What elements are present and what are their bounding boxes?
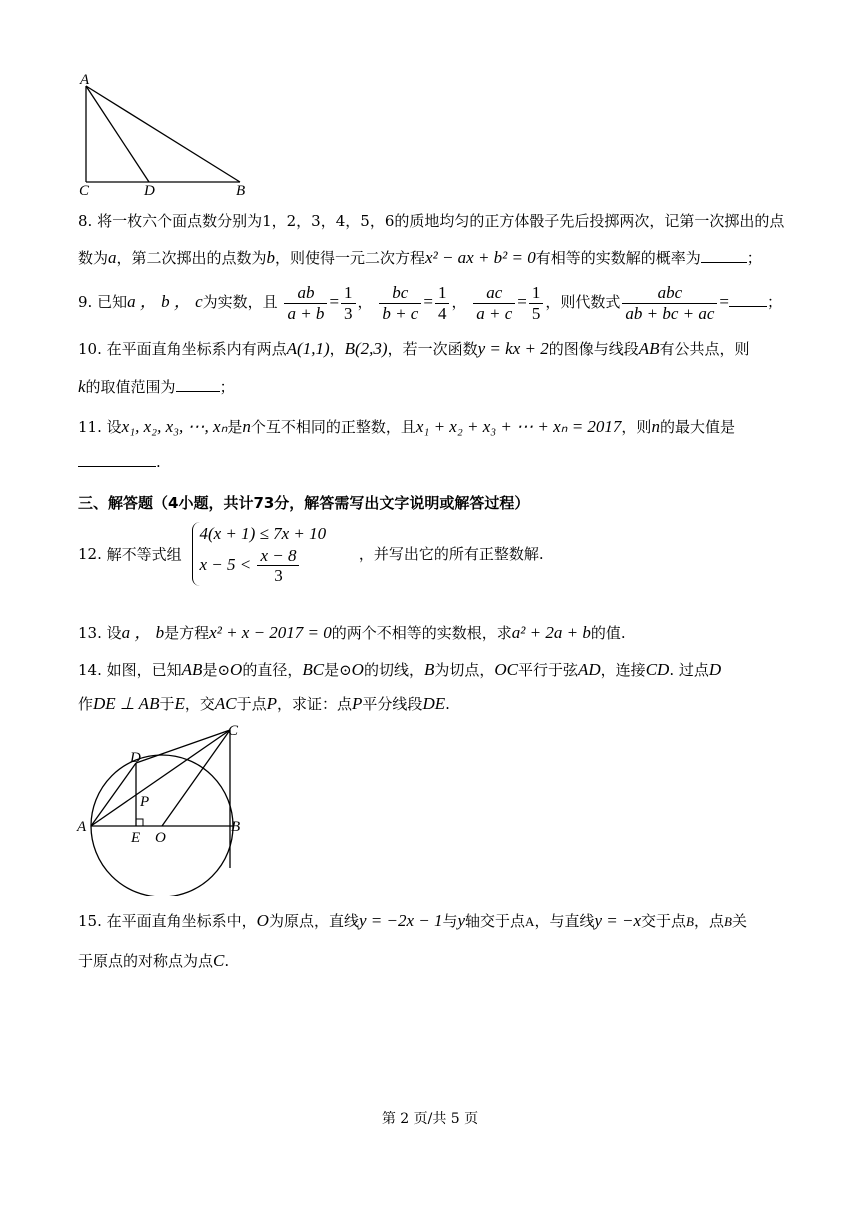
question-15-line-1: 15. 在平面直角坐标系中，O为原点，直线y = −2x − 1与y轴交于点A，与直线y = −x交于点B，点B关 [78,911,747,930]
fraction: $\frac{\text{abc}}{ab + bc + ac}$ [622,283,717,323]
question-number: 9. [78,293,93,312]
label-c: C [228,723,239,739]
question-number: 12. [78,544,102,563]
circle-figure [74,718,254,896]
label-a: A [80,72,90,88]
fraction: $\frac{ac}{a + c}$ [473,283,515,323]
question-8-line-1: 8. 将一枚六个面点数分别为1，2，3，4，5，6的质地均匀的正方体骰子先后投掷两次，记第一次掷出的点 [78,212,785,230]
fraction: $\frac{1}{3}$ [341,283,356,323]
fraction: $\frac{bc}{b + c}$ [379,283,421,323]
label-p: P [140,794,150,810]
question-13: 13. 设a ， b是方程x² + x − 2017 = 0的两个不相等的实数根，求a² + 2a + b的值. [78,623,626,642]
question-15-line-2: 于原点的对称点为点C. [78,951,230,970]
question-12: 12. 解不等式组 4(x + 1) ≤ 7x + 10 x − 5 < $\frac{x - 8}{3}$ ，并写出它的所有正整数解. [78,524,544,586]
label-b: B [236,183,246,198]
question-11-line-1: 11. 设x₁, x₂, x₃, ⋯, xₙ是n个互不相同的正整数，且x₁ + x₂ + x₃ + ⋯ + xₙ = 2017，则n的最大值是 [78,417,735,436]
question-9: 9. 已知a ， b ， c为实数，且 $\frac{ab}{a + b}$ = $\frac{1}{3}$ ， $\frac{bc}{b + c}$ = $\frac{1}{4}$ ， $\frac{ac}{a + c}$ = $\frac{1}{5}$ ，则代数式 $\frac{\text{abc}}{ab + bc + ac}$ = ； [78,283,783,323]
answer-blank [701,248,747,263]
question-14-line-2: 作DE ⊥ AB于E，交AC于点P，求证：点P平分线段DE. [78,694,450,713]
label-o: O [155,830,166,846]
question-number: 15. [78,912,102,930]
question-number: 11. [78,418,102,436]
label-b: B [231,819,241,835]
answer-blank [78,452,156,467]
triangle-figure [74,70,264,198]
question-8-line-2: 数为a，第二次掷出的点数为b，则使得一元二次方程x² − ax + b² = 0有相等的实数解的概率为 ； [78,248,762,267]
label-d: D [130,750,141,766]
page-footer: 第 2 页/共 5 页 [381,1111,479,1127]
fraction: $\frac{1}{4}$ [435,283,450,323]
answer-blank [176,377,220,392]
question-14-line-1: 14. 如图，已知AB是⊙O的直径，BC是⊙O的切线，B为切点，OC平行于弦AD，连接CD. 过点D [78,660,722,679]
equation: x² − ax + b² = 0 [425,248,536,267]
question-10-line-1: 10. 在平面直角坐标系内有两点A(1,1)，B(2,3)，若一次函数y = kx + 2的图像与线段AB有公共点，则 [78,339,750,358]
question-number: 10. [78,340,102,358]
question-number: 14. [78,661,102,679]
question-number: 8. [78,212,93,230]
label-c: C [79,183,90,198]
fraction: $\frac{1}{5}$ [529,283,544,323]
fraction: $\frac{ab}{a + b}$ [284,283,327,323]
label-d: D [144,183,155,198]
label-a: A [77,819,87,835]
question-11-line-2: . [78,452,161,471]
answer-blank [729,292,767,307]
inequality-system: 4(x + 1) ≤ 7x + 10 x − 5 < $\frac{x - 8}{3}$ [192,522,326,586]
section-heading: 三、解答题（4小题，共计73分，解答需写出文字说明或解答过程） [78,494,530,512]
label-e: E [131,830,141,846]
question-number: 13. [78,624,102,642]
question-10-line-2: k的取值范围为 ； [78,377,235,396]
